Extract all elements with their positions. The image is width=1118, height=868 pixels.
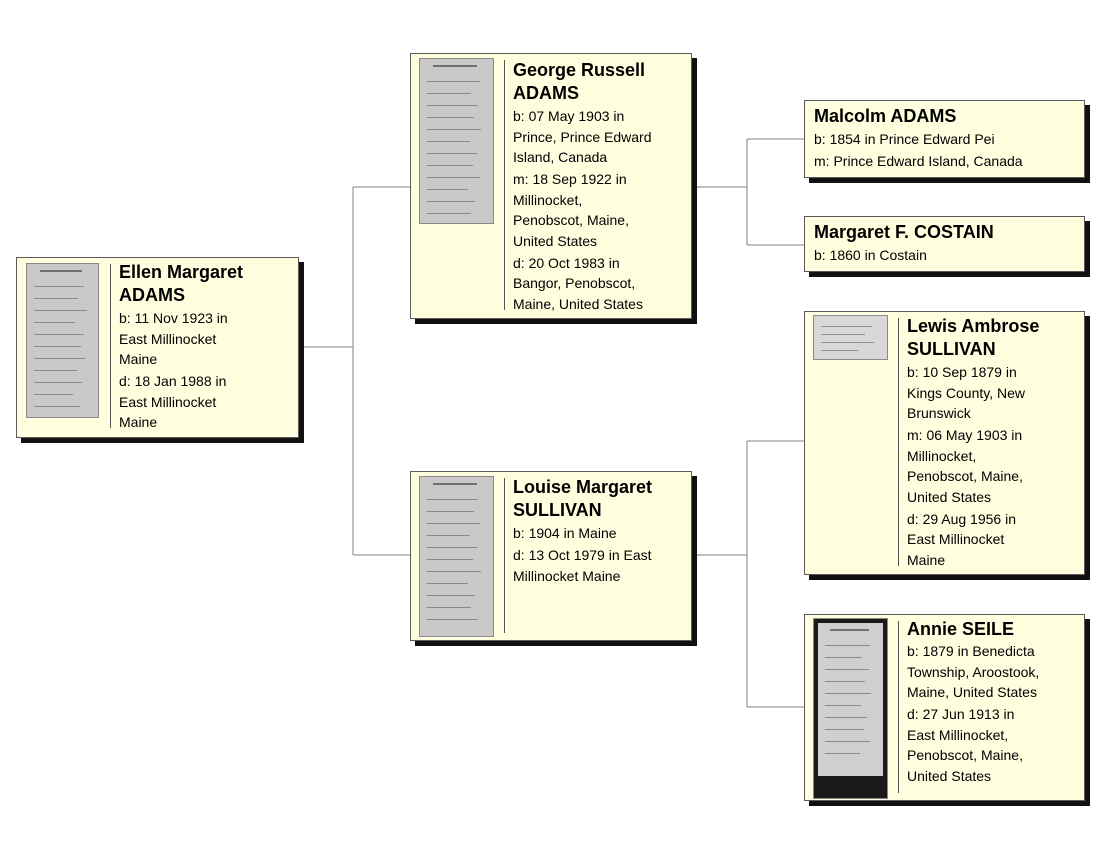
fact-line: East Millinocket	[907, 531, 1005, 547]
death-fact	[513, 545, 652, 586]
marriage-fact	[907, 425, 1025, 507]
fact-line: United States	[907, 767, 992, 784]
fact-line: Penobscot, Maine,	[907, 747, 1023, 763]
fact-line: b: 1860 in Costain	[814, 247, 927, 263]
card-divider	[110, 264, 111, 428]
person-name[interactable]: Malcolm ADAMS	[814, 106, 957, 126]
death-fact	[513, 253, 652, 315]
person-facts	[513, 106, 652, 316]
fact-line: Prince, Prince Edward	[513, 128, 652, 145]
fact-line: m: Prince Edward Island, Canada	[814, 153, 1023, 169]
fact-line: m: 18 Sep 1922 in	[513, 171, 627, 187]
birth-fact	[907, 362, 1025, 424]
fact-line: d: 27 Jun 1913 in	[907, 706, 1015, 722]
fact-line: b: 07 May 1903 in	[513, 108, 625, 124]
birth-fact	[814, 245, 927, 266]
person-card-ellen-adams[interactable]	[16, 257, 299, 438]
fact-line: East Millinocket	[119, 330, 217, 347]
card-divider	[898, 621, 899, 793]
record-image[interactable]	[813, 618, 888, 799]
record-image[interactable]	[26, 263, 99, 418]
fact-line: East Millinocket,	[907, 726, 1009, 743]
marriage-fact	[814, 151, 1023, 172]
fact-line: United States	[907, 488, 992, 505]
person-facts	[119, 308, 228, 434]
person-facts	[907, 641, 1039, 788]
fact-line: Millinocket,	[907, 447, 977, 464]
birth-fact	[513, 523, 652, 544]
person-name[interactable]: George Russell ADAMS	[513, 60, 646, 103]
card-divider	[504, 60, 505, 310]
card-divider	[898, 318, 899, 566]
birth-fact	[907, 641, 1039, 703]
fact-line: m: 06 May 1903 in	[907, 427, 1023, 443]
person-card-malcolm-adams[interactable]	[804, 100, 1085, 178]
person-card-lewis-sullivan[interactable]	[804, 311, 1085, 575]
person-name[interactable]: Margaret F. COSTAIN	[814, 222, 994, 242]
death-fact	[119, 371, 228, 433]
fact-line: Bangor, Penobscot,	[513, 275, 636, 291]
fact-line: East Millinocket	[119, 393, 217, 410]
record-image[interactable]	[419, 58, 494, 224]
death-fact	[907, 509, 1025, 571]
fact-line: b: 11 Nov 1923 in	[119, 310, 228, 326]
fact-line: Maine	[119, 414, 158, 430]
person-facts	[513, 523, 652, 588]
fact-line: d: 18 Jan 1988 in	[119, 373, 227, 389]
person-name[interactable]: Louise Margaret SULLIVAN	[513, 477, 653, 520]
person-name[interactable]: Lewis Ambrose SULLIVAN	[907, 316, 1040, 359]
fact-line: d: 13 Oct 1979 in East	[513, 547, 652, 563]
fact-line: United States	[513, 232, 598, 249]
person-facts	[907, 362, 1025, 572]
person-name[interactable]: Ellen Margaret ADAMS	[119, 262, 244, 305]
fact-line: Penobscot, Maine,	[513, 212, 629, 228]
record-image[interactable]	[419, 476, 494, 637]
fact-line: Maine	[119, 351, 158, 367]
fact-line: b: 1854 in Prince Edward Pei	[814, 131, 995, 147]
fact-line: d: 20 Oct 1983 in	[513, 254, 620, 271]
fact-line: Maine, United States	[907, 684, 1037, 700]
person-facts	[814, 245, 927, 267]
person-facts	[814, 129, 1023, 173]
birth-fact	[513, 106, 652, 168]
fact-line: Island, Canada	[513, 149, 608, 165]
person-card-louise-sullivan[interactable]	[410, 471, 692, 641]
fact-line: b: 1879 in Benedicta	[907, 643, 1035, 659]
card-divider	[504, 478, 505, 633]
fact-line: Millinocket,	[513, 191, 583, 208]
person-card-george-adams[interactable]	[410, 53, 692, 319]
person-card-annie-seile[interactable]	[804, 614, 1085, 801]
fact-line: Penobscot, Maine,	[907, 468, 1023, 484]
fact-line: Brunswick	[907, 405, 971, 421]
fact-line: d: 29 Aug 1956 in	[907, 510, 1016, 527]
fact-line: Maine, United States	[513, 295, 643, 312]
record-image[interactable]	[813, 315, 888, 360]
fact-line: Millinocket Maine	[513, 567, 621, 584]
fact-line: b: 10 Sep 1879 in	[907, 364, 1017, 380]
fact-line: b: 1904 in Maine	[513, 525, 617, 541]
death-fact	[907, 704, 1039, 786]
fact-line: Township, Aroostook,	[907, 663, 1040, 680]
marriage-fact	[513, 169, 652, 251]
fact-line: Kings County, New	[907, 384, 1026, 401]
birth-fact	[119, 308, 228, 370]
birth-fact	[814, 129, 1023, 150]
person-card-margaret-costain[interactable]	[804, 216, 1085, 272]
fact-line: Maine	[907, 551, 946, 568]
person-name[interactable]: Annie SEILE	[907, 619, 1015, 639]
